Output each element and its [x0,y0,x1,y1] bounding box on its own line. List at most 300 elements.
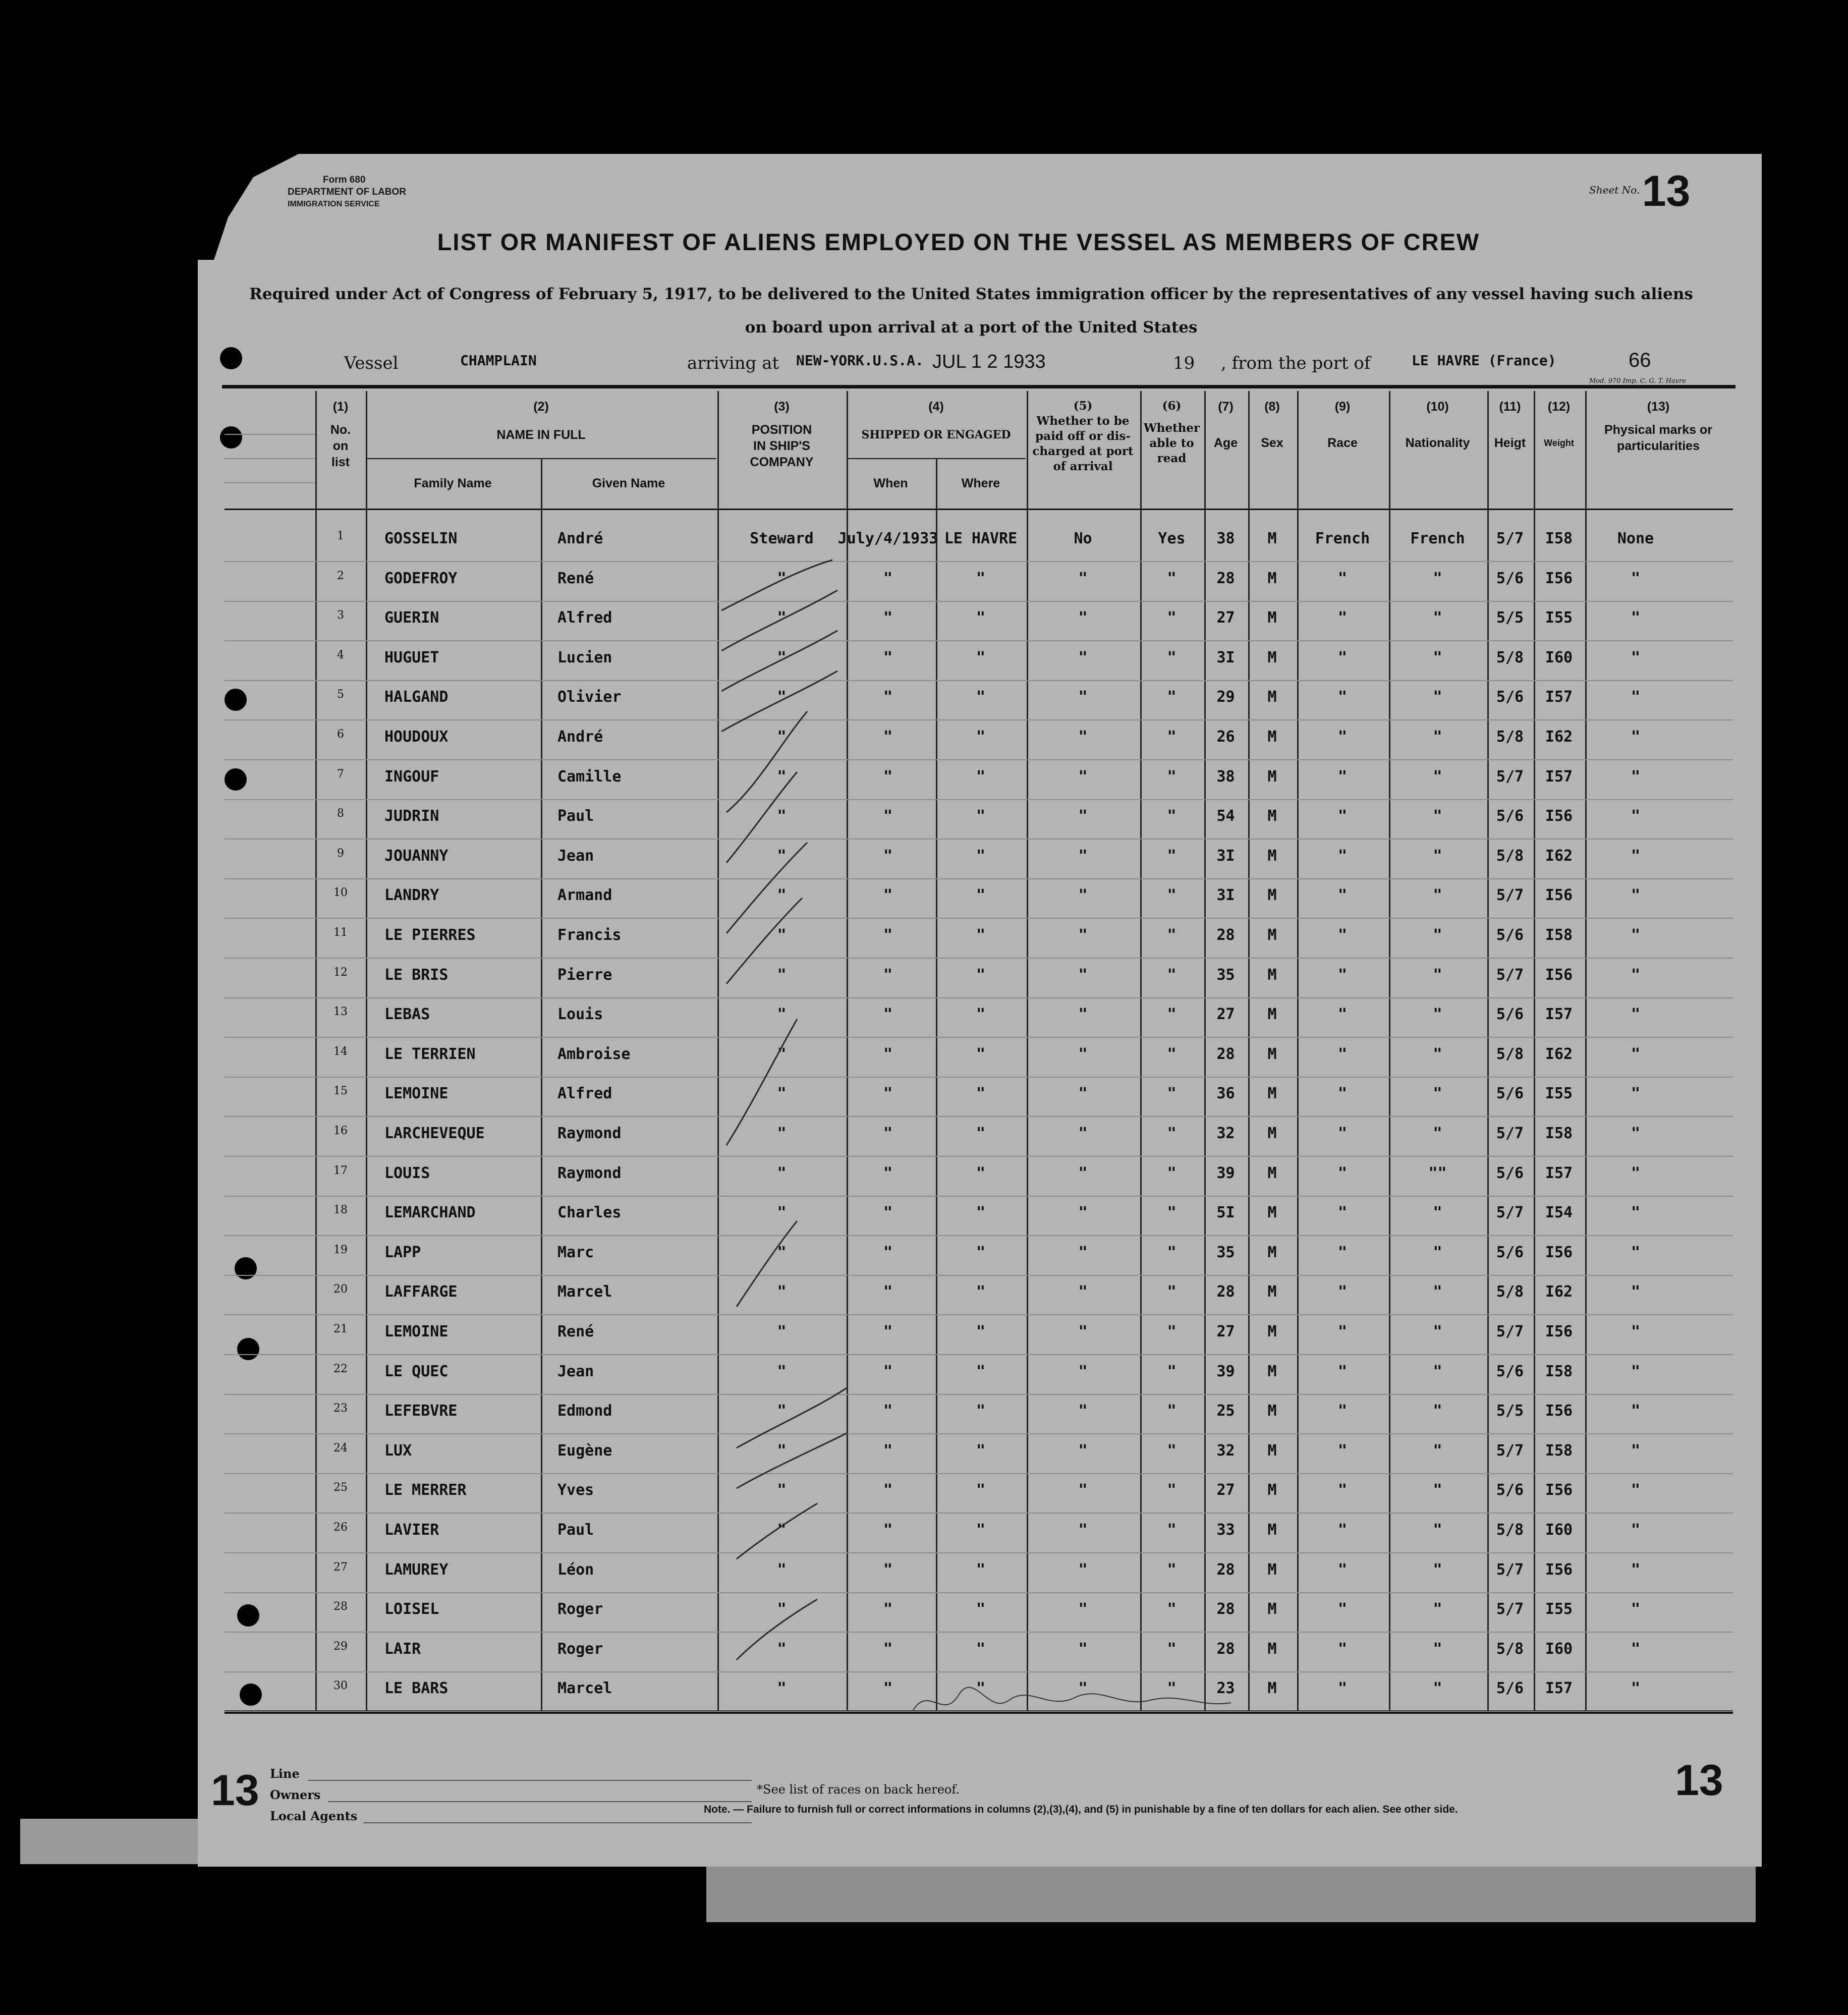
col-7-label: Age [1213,436,1238,450]
row-4-sex: M [1267,648,1277,666]
col-3-number: (3) [774,400,790,414]
col-10-number: (10) [1426,400,1449,414]
row-10-when: " [883,886,893,905]
row-5-position: " [777,688,787,706]
line-fill [308,1780,752,1781]
row-2-race: " [1337,569,1348,587]
row-rule [225,1196,1733,1197]
row-26-race: " [1337,1521,1348,1539]
header-bottom-rule [225,509,1733,510]
row-20-given: Marcel [557,1283,612,1301]
row-3-sex: M [1267,609,1277,627]
row-9-nationality: " [1433,847,1442,865]
row-27-family: LAMUREY [384,1560,449,1579]
row-13-weight: I57 [1545,1005,1573,1024]
row-17-race: " [1337,1164,1348,1182]
row-26-marks: " [1631,1521,1641,1539]
row-6-read: " [1167,728,1177,746]
row-8-no: 8 [337,807,344,820]
row-16-position: " [777,1125,787,1142]
row-9-where: " [976,847,986,865]
row-11-weight: I58 [1545,926,1573,944]
col-12-number: (12) [1547,400,1571,414]
row-26-weight: I60 [1545,1521,1573,1539]
row-15-where: " [976,1085,986,1103]
pen-strokes [706,550,858,1710]
row-18-age: 5I [1216,1204,1235,1222]
row-8-weight: I56 [1545,807,1573,825]
row-6-paid: " [1078,728,1088,746]
margin-rule [225,434,315,435]
row-30-given: Marcel [557,1680,612,1698]
col-6-number: (6) [1162,399,1182,413]
col-2-label: NAME IN FULL [496,428,586,442]
row-1-nationality: French [1410,530,1465,547]
row-2-position: " [777,569,787,587]
row-21-race: " [1337,1323,1348,1340]
row-30-read: " [1167,1680,1177,1698]
row-14-race: " [1337,1045,1348,1063]
row-12-position: " [777,966,787,984]
row-12-when: " [883,966,893,984]
row-12-read: " [1167,966,1177,984]
row-20-where: " [976,1283,986,1301]
printer-mark: Mod. 970 Imp. C. G. T. Havre [1589,377,1687,385]
row-1-weight: I58 [1545,530,1573,547]
row-23-given: Edmond [557,1402,612,1420]
row-21-weight: I56 [1545,1323,1573,1340]
row-27-read: " [1167,1560,1177,1579]
row-7-when: " [883,767,893,786]
arriving-port: NEW-YORK.U.S.A. [796,352,924,369]
row-29-given: Roger [557,1640,603,1658]
row-6-marks: " [1631,728,1641,746]
row-21-position: " [777,1323,787,1340]
row-8-when: " [883,807,893,825]
row-25-read: " [1167,1481,1177,1499]
row-21-nationality: " [1433,1323,1442,1340]
row-rule [225,719,1733,720]
row-10-nationality: " [1433,886,1442,905]
row-27-nationality: " [1433,1560,1442,1579]
row-16-no: 16 [333,1125,348,1137]
row-12-sex: M [1267,966,1277,984]
col-13-label-a: Physical marks or [1604,423,1712,437]
row-21-given: René [557,1323,594,1340]
row-28-marks: " [1631,1600,1641,1618]
row-rule [225,838,1733,839]
sheet-number-block [1589,166,1690,216]
row-8-paid: " [1078,807,1088,825]
row-24-family: LUX [384,1441,412,1460]
row-2-read: " [1167,569,1177,587]
row-28-nationality: " [1433,1600,1442,1618]
row-15-sex: M [1267,1085,1277,1103]
row-27-sex: M [1267,1560,1277,1579]
row-rule [225,918,1733,919]
row-21-height: 5/7 [1496,1323,1524,1340]
row-19-no: 19 [333,1243,348,1256]
row-17-paid: " [1078,1164,1088,1182]
row-9-given: Jean [557,847,594,865]
row-9-height: 5/8 [1496,847,1524,865]
row-16-family: LARCHEVEQUE [384,1125,485,1142]
row-11-position: " [777,926,787,944]
row-3-age: 27 [1216,609,1235,627]
row-20-race: " [1337,1283,1348,1301]
row-13-given: Louis [557,1005,603,1024]
row-8-position: " [777,807,787,825]
row-18-where: " [976,1204,986,1222]
col-4-number: (4) [928,400,944,414]
row-2-given: René [557,569,594,587]
row-24-marks: " [1631,1441,1641,1460]
row-15-race: " [1337,1085,1348,1103]
row-28-when: " [883,1600,893,1618]
row-16-where: " [976,1125,986,1142]
col-7-number: (7) [1218,400,1234,414]
row-13-race: " [1337,1005,1348,1024]
row-21-when: " [883,1323,893,1340]
vessel-label: Vessel [344,353,399,373]
arrival-date-stamp: JUL 1 2 1933 [932,351,1046,372]
punch-hole [220,347,242,369]
form-identification [288,174,406,210]
row-7-sex: M [1267,767,1277,786]
row-19-read: " [1167,1243,1177,1261]
row-16-paid: " [1078,1125,1088,1142]
vessel-name: CHAMPLAIN [460,352,537,369]
row-10-family: LANDRY [384,886,439,905]
local-agents-label: Local Agents [270,1809,358,1823]
row-23-when: " [883,1402,893,1420]
col-9-number: (9) [1334,400,1351,414]
row-10-age: 3I [1216,886,1235,905]
col-3-label-b: IN SHIP'S [753,439,810,453]
row-6-race: " [1337,728,1348,746]
row-7-nationality: " [1433,767,1442,786]
row-8-age: 54 [1216,807,1235,825]
row-17-where: " [976,1164,986,1182]
row-9-family: JOUANNY [384,847,449,865]
row-20-marks: " [1631,1283,1641,1301]
row-27-age: 28 [1216,1560,1235,1579]
row-15-read: " [1167,1085,1177,1103]
form-number: Form 680 [323,175,366,185]
row-1-where: LE HAVRE [944,530,1018,547]
row-1-given: André [557,530,603,547]
row-11-race: " [1337,926,1348,944]
row-rule [225,1552,1733,1553]
row-5-sex: M [1267,688,1277,706]
row-11-age: 28 [1216,926,1235,944]
row-23-race: " [1337,1402,1348,1420]
row-rule [225,1433,1733,1434]
punch-hole [225,689,247,711]
row-24-height: 5/7 [1496,1441,1524,1460]
row-1-family: GOSSELIN [384,530,458,547]
row-4-when: " [883,648,893,666]
row-26-when: " [883,1521,893,1539]
row-17-family: LOUIS [384,1164,430,1182]
row-rule [225,1592,1733,1593]
row-2-when: " [883,569,893,587]
row-4-weight: I60 [1545,648,1573,666]
footer-left-sheet-number: 13 [211,1766,259,1815]
row-15-when: " [883,1085,893,1103]
row-10-marks: " [1631,886,1641,905]
row-9-age: 3I [1216,847,1235,865]
row-8-height: 5/6 [1496,807,1524,825]
row-23-marks: " [1631,1402,1641,1420]
row-10-race: " [1337,886,1348,905]
row-21-age: 27 [1216,1323,1235,1340]
row-12-age: 35 [1216,966,1235,984]
row-12-no: 12 [333,966,348,979]
row-11-height: 5/6 [1496,926,1524,944]
row-15-height: 5/6 [1496,1085,1524,1103]
row-rule [225,601,1733,602]
row-18-when: " [883,1204,893,1222]
row-30-age: 23 [1216,1680,1235,1698]
row-30-weight: I57 [1545,1680,1573,1698]
col-9-header [1297,399,1388,451]
row-7-given: Camille [557,767,622,786]
row-25-weight: I56 [1545,1481,1573,1499]
col-5-label-a: Whether to be [1036,414,1130,428]
row-rule [225,997,1733,998]
row-18-race: " [1337,1204,1348,1222]
paper-debris-bottom [706,1862,1756,1922]
row-rule [225,1632,1733,1633]
row-16-read: " [1167,1125,1177,1142]
col-6-header [1140,399,1203,466]
manifest-subtitle [217,277,1725,344]
column-divider [541,458,542,1710]
col-13-label-b: particularities [1617,439,1700,453]
sheet-number: 13 [1642,167,1691,215]
row-13-where: " [976,1005,986,1024]
row-2-weight: I56 [1545,569,1573,587]
row-1-no: 1 [337,530,344,542]
row-25-where: " [976,1481,986,1499]
row-14-paid: " [1078,1045,1088,1063]
row-21-marks: " [1631,1323,1641,1340]
vessel-code: 66 [1629,349,1651,371]
row-23-no: 23 [333,1402,348,1415]
row-14-when: " [883,1045,893,1063]
col-4-label: SHIPPED OR ENGAGED [861,428,1011,441]
row-17-nationality: "" [1428,1164,1447,1182]
row-10-weight: I56 [1545,886,1573,905]
row-29-sex: M [1267,1640,1277,1658]
row-16-age: 32 [1216,1125,1235,1142]
punch-hole [235,1257,257,1279]
row-15-no: 15 [333,1085,348,1098]
row-14-position: " [777,1045,787,1063]
row-10-height: 5/7 [1496,886,1524,905]
row-24-weight: I58 [1545,1441,1573,1460]
row-26-where: " [976,1521,986,1539]
manifest-title: LIST OR MANIFEST OF ALIENS EMPLOYED ON THE VESSEL AS MEMBERS OF CREW [437,229,1480,255]
row-1-sex: M [1267,530,1277,547]
row-13-age: 27 [1216,1005,1235,1024]
row-2-family: GODEFROY [384,569,458,587]
row-21-family: LEMOINE [384,1323,449,1340]
row-26-paid: " [1078,1521,1088,1539]
row-3-height: 5/5 [1496,609,1524,627]
row-13-read: " [1167,1005,1177,1024]
row-16-weight: I58 [1545,1125,1573,1142]
row-26-position: " [777,1521,787,1539]
row-19-paid: " [1078,1243,1088,1261]
row-25-race: " [1337,1481,1348,1499]
row-20-height: 5/8 [1496,1283,1524,1301]
owners-label: Owners [270,1787,321,1802]
row-28-age: 28 [1216,1600,1235,1618]
row-23-read: " [1167,1402,1177,1420]
row-29-no: 29 [333,1640,348,1653]
where-header: Where [961,476,1000,490]
col-10-label: Nationality [1405,436,1470,450]
row-27-race: " [1337,1560,1348,1579]
row-26-sex: M [1267,1521,1277,1539]
row-7-read: " [1167,767,1177,786]
row-14-age: 28 [1216,1045,1235,1063]
row-9-marks: " [1631,847,1641,865]
row-23-family: LEFEBVRE [384,1402,458,1420]
punch-hole [237,1338,259,1360]
row-29-position: " [777,1640,787,1658]
row-17-read: " [1167,1164,1177,1182]
row-1-height: 5/7 [1496,530,1524,547]
col-3-label-c: COMPANY [750,455,814,469]
row-10-no: 10 [333,886,348,900]
row-28-height: 5/7 [1496,1600,1524,1618]
col-1-label-c: list [331,455,350,469]
row-27-position: " [777,1560,787,1579]
col-3-label-a: POSITION [751,423,812,437]
row-3-given: Alfred [557,609,612,627]
row-14-weight: I62 [1545,1045,1573,1063]
row-16-given: Raymond [557,1125,622,1142]
row-12-family: LE BRIS [384,966,449,984]
row-5-race: " [1337,688,1348,706]
row-18-marks: " [1631,1204,1641,1222]
row-19-age: 35 [1216,1243,1235,1261]
row-24-race: " [1337,1441,1348,1460]
row-20-sex: M [1267,1283,1277,1301]
row-19-nationality: " [1433,1243,1442,1261]
row-27-height: 5/7 [1496,1560,1524,1579]
row-13-paid: " [1078,1005,1088,1024]
row-18-position: " [777,1204,787,1222]
row-rule [225,759,1733,760]
row-25-height: 5/6 [1496,1481,1524,1499]
row-4-height: 5/8 [1496,648,1524,666]
row-22-race: " [1337,1362,1348,1380]
footer-labels [270,1763,357,1827]
row-23-height: 5/5 [1496,1402,1524,1420]
row-3-marks: " [1631,609,1641,627]
row-20-position: " [777,1283,787,1301]
from-port-label: , from the port of [1221,353,1371,373]
row-28-paid: " [1078,1600,1088,1618]
row-rule [225,1473,1733,1474]
row-28-given: Roger [557,1600,603,1618]
row-9-weight: I62 [1545,847,1573,865]
row-26-nationality: " [1433,1521,1442,1539]
row-2-nationality: " [1433,569,1442,587]
row-22-no: 22 [333,1362,348,1375]
col-6-label-a: Whether [1143,421,1200,435]
row-20-nationality: " [1433,1283,1442,1301]
row-13-height: 5/6 [1496,1005,1524,1024]
row-11-nationality: " [1433,926,1442,944]
row-16-when: " [883,1125,893,1142]
row-7-height: 5/7 [1496,767,1524,786]
row-25-marks: " [1631,1481,1641,1499]
row-25-paid: " [1078,1481,1088,1499]
row-20-family: LAFFARGE [384,1283,458,1301]
row-16-race: " [1337,1125,1348,1142]
row-30-when: " [883,1680,893,1698]
row-5-age: 29 [1216,688,1235,706]
row-28-where: " [976,1600,986,1618]
row-5-no: 5 [337,688,344,701]
row-5-family: HALGAND [384,688,449,706]
line-label: Line [270,1766,300,1781]
row-6-family: HOUDOUX [384,728,449,746]
row-6-weight: I62 [1545,728,1573,746]
col-11-header [1487,399,1533,451]
row-3-no: 3 [337,609,344,622]
row-1-position: Steward [750,530,814,547]
row-29-height: 5/8 [1496,1640,1524,1658]
col-8-number: (8) [1264,400,1280,414]
row-8-family: JUDRIN [384,807,439,825]
row-4-age: 3I [1216,648,1235,666]
row-11-given: Francis [557,926,622,944]
row-13-family: LEBAS [384,1005,430,1024]
row-7-marks: " [1631,767,1641,786]
row-23-where: " [976,1402,986,1420]
col-4-header [847,399,1026,443]
row-24-read: " [1167,1441,1177,1460]
row-1-age: 38 [1216,530,1235,547]
row-18-sex: M [1267,1204,1277,1222]
row-13-marks: " [1631,1005,1641,1024]
row-27-weight: I56 [1545,1560,1573,1579]
row-26-family: LAVIER [384,1521,439,1539]
row-13-nationality: " [1433,1005,1442,1024]
margin-rule [225,458,315,459]
row-rule [225,799,1733,800]
row-3-where: " [976,609,986,627]
row-27-no: 27 [333,1560,348,1574]
family-name-header: Family Name [414,476,492,490]
col-11-label: Heigt [1494,436,1526,450]
col-1-header [315,399,366,470]
row-14-marks: " [1631,1045,1641,1063]
row-23-age: 25 [1216,1402,1235,1420]
top-rule [222,385,1735,388]
row-22-family: LE QUEC [384,1362,449,1380]
owners-fill [328,1801,752,1802]
row-22-given: Jean [557,1362,594,1380]
row-6-age: 26 [1216,728,1235,746]
row-24-position: " [777,1441,787,1460]
